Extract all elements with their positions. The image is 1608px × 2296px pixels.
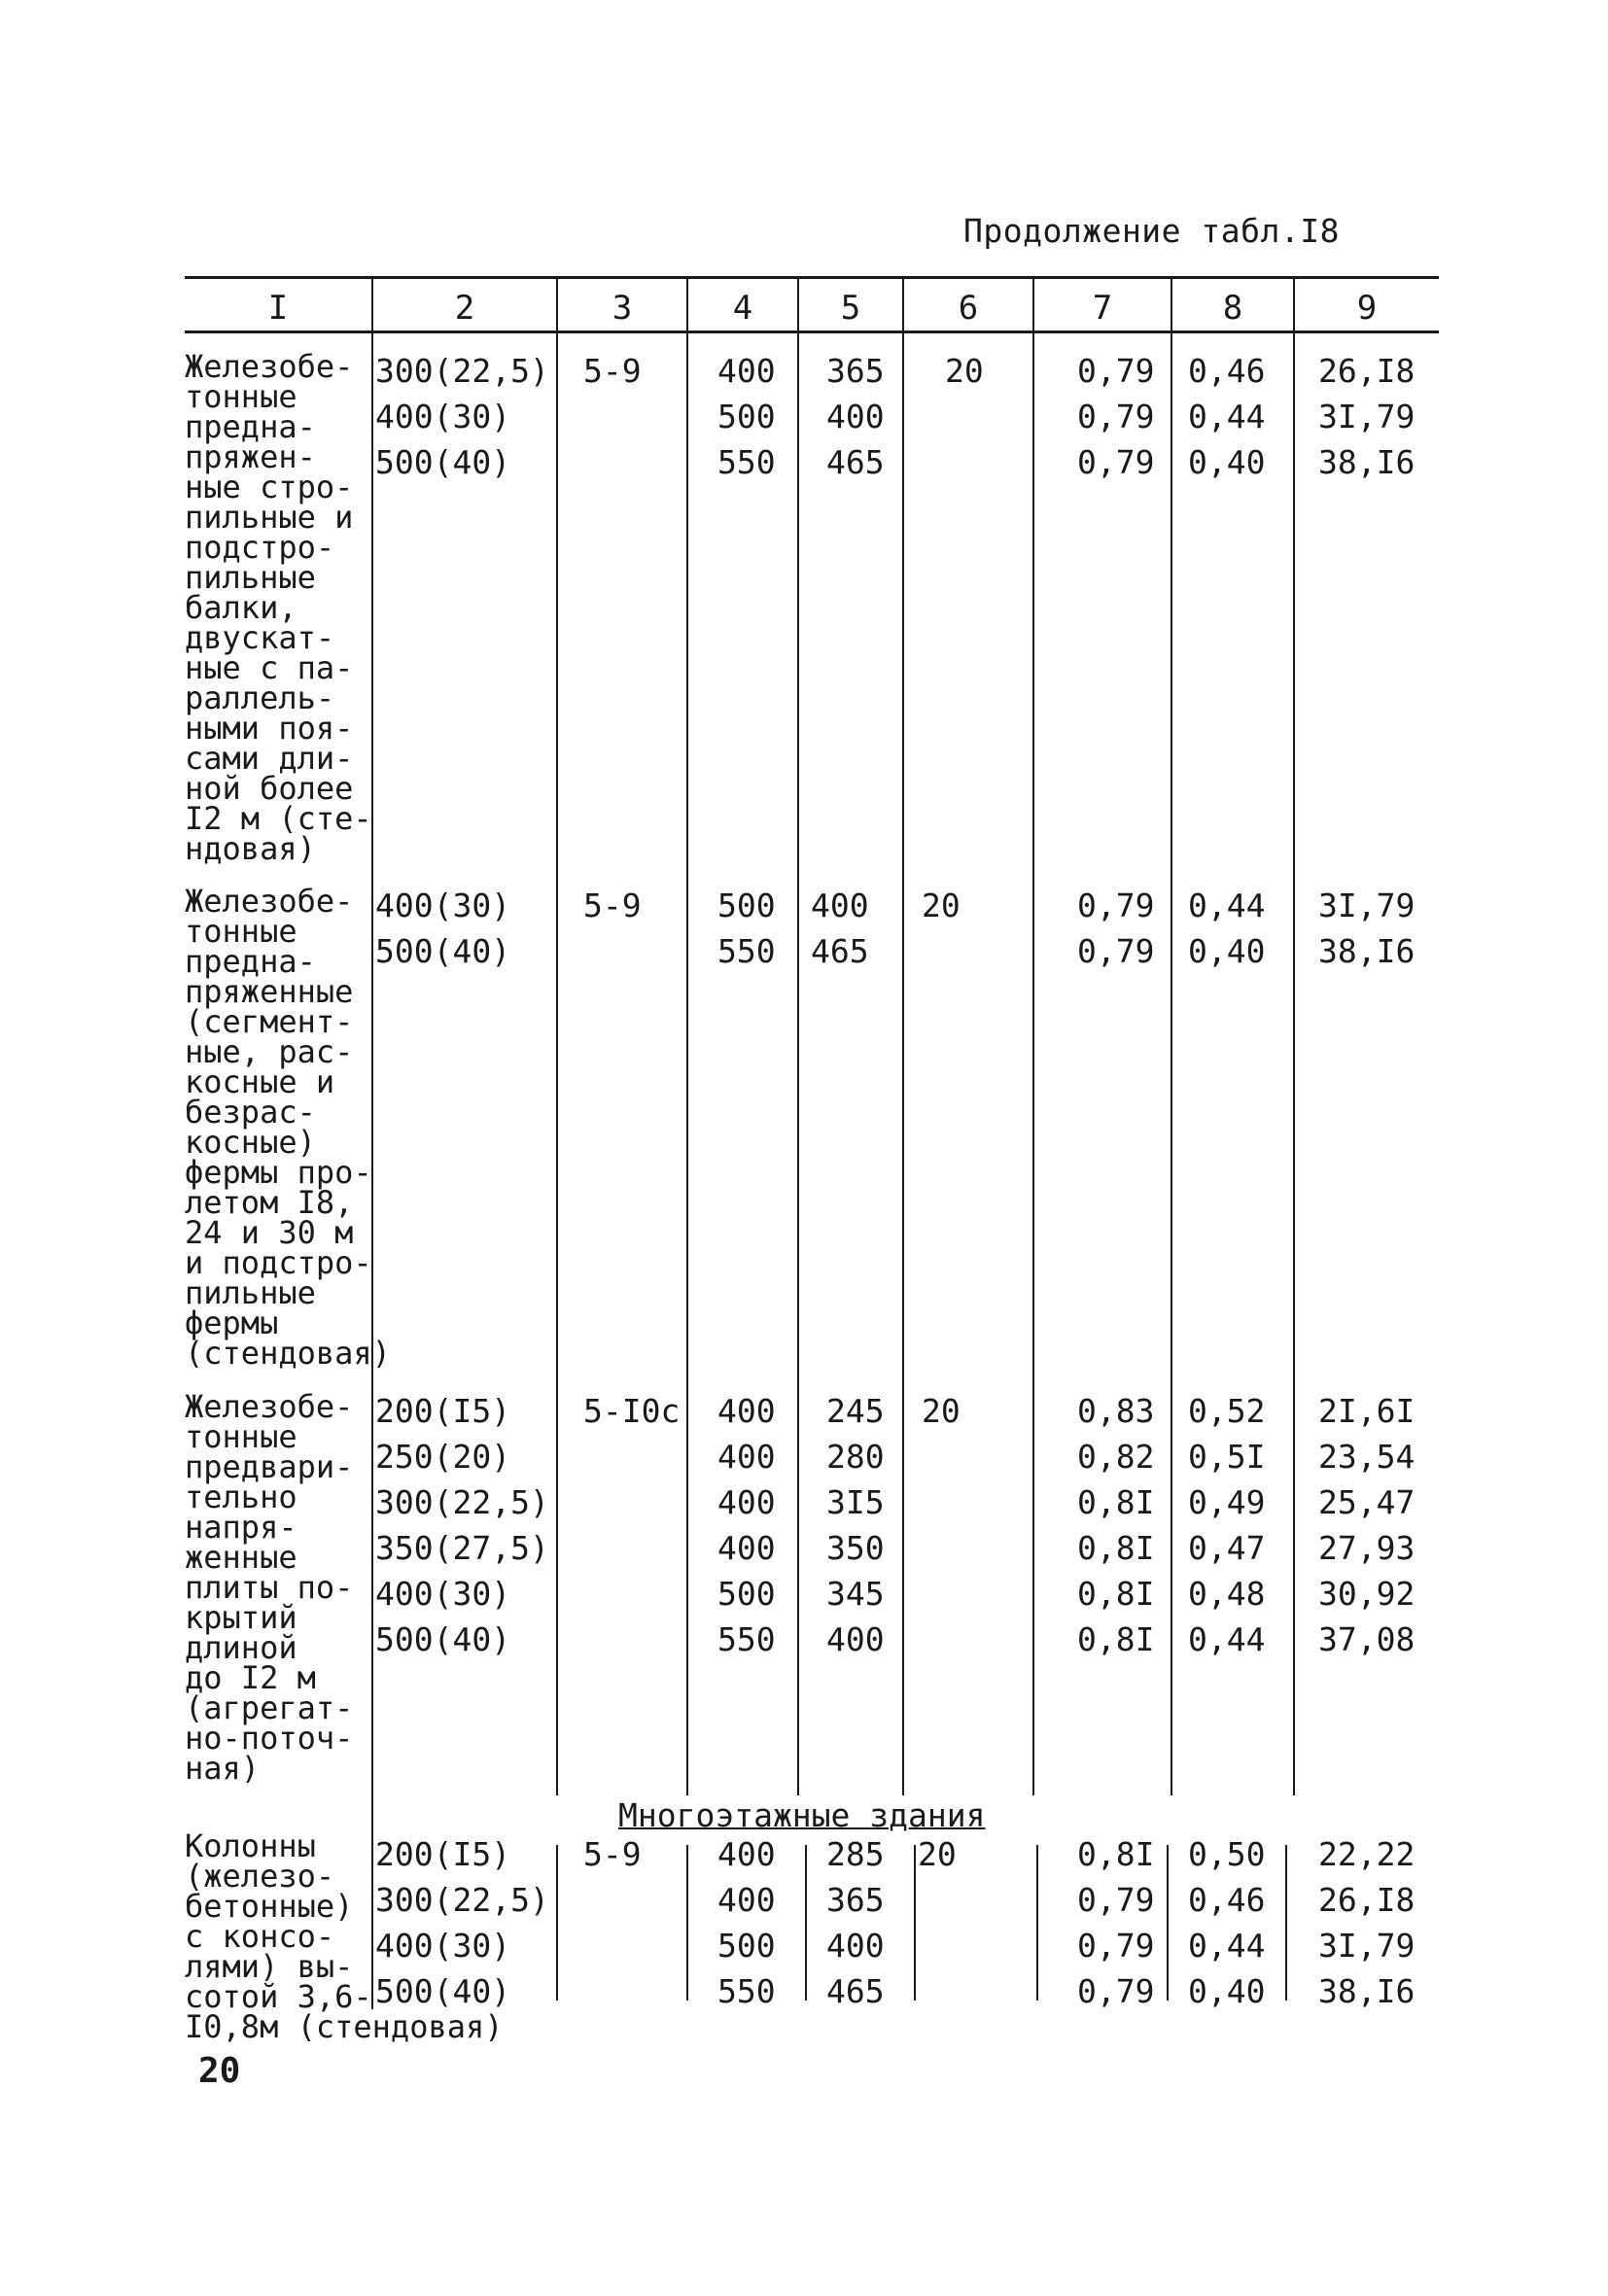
column-header: 4 [732,289,753,328]
cell-c8: 0,49 [1188,1483,1266,1521]
cell-c2: 500(40) [375,1620,511,1658]
cell-c8: 0,44 [1188,398,1266,435]
cell-c6: 20 [922,1392,961,1430]
cell-c4: 550 [717,1620,776,1658]
cell-c5: 345 [826,1575,885,1613]
cell-c2: 200(I5) [375,1835,511,1873]
cell-c3: 5-9 [583,1835,642,1873]
cell-c6: 20 [922,887,961,924]
cell-c5: 245 [826,1392,885,1430]
cell-c4: 550 [717,1972,776,2010]
row-name: Железобе- тонные предна- пряженные (сегмент- ные, рас- косные и безрас- косные) фермы про- летом I8, 24 и 30 м и подстро- пильные фермы (стендовая) [185,883,391,1372]
cell-c2: 400(30) [375,1927,511,1965]
cell-c2: 300(22,5) [375,1483,549,1521]
cell-c8: 0,46 [1188,352,1266,390]
column-header: 6 [958,289,979,328]
cell-c4: 500 [717,1927,776,1965]
table-caption: Продолжение табл.I8 [963,212,1340,250]
cell-c9: 38,I6 [1318,1972,1416,2010]
column-header: 3 [612,289,633,328]
cell-c2: 400(30) [375,887,511,924]
cell-c6: 20 [918,1835,957,1873]
cell-c7: 0,79 [1077,1972,1155,2010]
cell-c5: 285 [826,1835,885,1873]
cell-c2: 400(30) [375,1575,511,1613]
cell-c4: 400 [717,1438,776,1476]
cell-c5: 400 [826,398,885,435]
cell-c7: 0,79 [1077,443,1155,481]
row-name: Железобе- тонные предна- пряжен- ные стро- пильные и подстро- пильные балки, двускат- ные с па- раллель- ными поя- сами дли- ной более I2 м (сте- ндовая) [185,348,372,867]
cell-c5: 3I5 [826,1483,885,1521]
cell-c9: 30,92 [1318,1575,1416,1613]
column-divider [1036,1845,1038,2000]
cell-c8: 0,40 [1188,443,1266,481]
cell-c7: 0,79 [1077,932,1155,970]
cell-c5: 465 [826,1972,885,2010]
column-divider [797,279,799,1795]
column-header: 9 [1356,289,1378,328]
column-header: I [267,289,289,328]
cell-c7: 0,8I [1077,1529,1155,1567]
cell-c7: 0,8I [1077,1620,1155,1658]
cell-c7: 0,79 [1077,352,1155,390]
column-divider [1167,1845,1169,2000]
cell-c8: 0,44 [1188,1620,1266,1658]
cell-c4: 400 [717,1529,776,1567]
cell-c2: 500(40) [375,1972,511,2010]
cell-c2: 400(30) [375,398,511,435]
cell-c9: 3I,79 [1318,887,1416,924]
cell-c8: 0,44 [1188,887,1266,924]
cell-c7: 0,82 [1077,1438,1155,1476]
cell-c7: 0,8I [1077,1575,1155,1613]
column-divider [902,279,904,1795]
cell-c2: 200(I5) [375,1392,511,1430]
cell-c5: 365 [826,1881,885,1919]
cell-c7: 0,79 [1077,1881,1155,1919]
column-divider [556,1845,558,2000]
cell-c9: 25,47 [1318,1483,1416,1521]
cell-c8: 0,50 [1188,1835,1266,1873]
cell-c2: 300(22,5) [375,1881,549,1919]
cell-c8: 0,46 [1188,1881,1266,1919]
cell-c8: 0,5I [1188,1438,1266,1476]
cell-c9: 27,93 [1318,1529,1416,1567]
cell-c8: 0,40 [1188,1972,1266,2010]
cell-c5: 465 [811,932,869,970]
cell-c4: 550 [717,932,776,970]
cell-c5: 465 [826,443,885,481]
column-header: 2 [454,289,475,328]
section-title: Многоэтажные здания [618,1796,986,1834]
cell-c6: 20 [945,352,984,390]
cell-c7: 0,83 [1077,1392,1155,1430]
cell-c2: 500(40) [375,932,511,970]
column-header: 7 [1092,289,1113,328]
cell-c4: 500 [717,1575,776,1613]
row-name: Железобе- тонные предвари- тельно напря- женные плиты по- крытий длиной до I2 м (агрегат- но-поточ- ная) [185,1388,354,1787]
cell-c2: 350(27,5) [375,1529,549,1567]
cell-c5: 280 [826,1438,885,1476]
cell-c2: 500(40) [375,443,511,481]
cell-c3: 5-9 [583,887,642,924]
cell-c9: 3I,79 [1318,1927,1416,1965]
cell-c7: 0,79 [1077,398,1155,435]
cell-c8: 0,44 [1188,1927,1266,1965]
column-divider [805,1845,807,2000]
cell-c8: 0,40 [1188,932,1266,970]
cell-c3: 5-I0c [583,1392,681,1430]
page-number: 20 [198,2051,241,2091]
cell-c5: 400 [826,1927,885,1965]
cell-c9: 38,I6 [1318,932,1416,970]
cell-c8: 0,52 [1188,1392,1266,1430]
cell-c5: 400 [811,887,869,924]
cell-c3: 5-9 [583,352,642,390]
column-divider [1293,279,1295,1795]
cell-c9: 38,I6 [1318,443,1416,481]
column-header: 8 [1222,289,1243,328]
cell-c9: 37,08 [1318,1620,1416,1658]
cell-c4: 400 [717,1392,776,1430]
cell-c9: 23,54 [1318,1438,1416,1476]
cell-c4: 400 [717,1881,776,1919]
cell-c9: 2I,6I [1318,1392,1416,1430]
cell-c8: 0,48 [1188,1575,1266,1613]
cell-c4: 500 [717,887,776,924]
cell-c8: 0,47 [1188,1529,1266,1567]
cell-c7: 0,79 [1077,887,1155,924]
cell-c4: 550 [717,443,776,481]
cell-c9: 3I,79 [1318,398,1416,435]
cell-c2: 250(20) [375,1438,511,1476]
cell-c4: 400 [717,1835,776,1873]
column-divider [1285,1845,1287,2000]
column-divider [686,279,688,1795]
cell-c5: 350 [826,1529,885,1567]
cell-c2: 300(22,5) [375,352,549,390]
column-header: 5 [840,289,861,328]
cell-c4: 500 [717,398,776,435]
cell-c4: 400 [717,352,776,390]
cell-c5: 400 [826,1620,885,1658]
column-divider [686,1845,688,2000]
row-name: Колонны (железо- бетонные) с консо- лями) вы- сотой 3,6- I0,8м (стендовая) [185,1827,504,2045]
cell-c5: 365 [826,352,885,390]
column-divider [1171,279,1172,1795]
cell-c7: 0,8I [1077,1835,1155,1873]
cell-c7: 0,79 [1077,1927,1155,1965]
cell-c9: 26,I8 [1318,352,1416,390]
cell-c9: 26,I8 [1318,1881,1416,1919]
cell-c7: 0,8I [1077,1483,1155,1521]
cell-c4: 400 [717,1483,776,1521]
column-divider [556,279,558,1795]
cell-c9: 22,22 [1318,1835,1416,1873]
column-divider [1032,279,1034,1795]
column-divider [914,1845,916,2000]
